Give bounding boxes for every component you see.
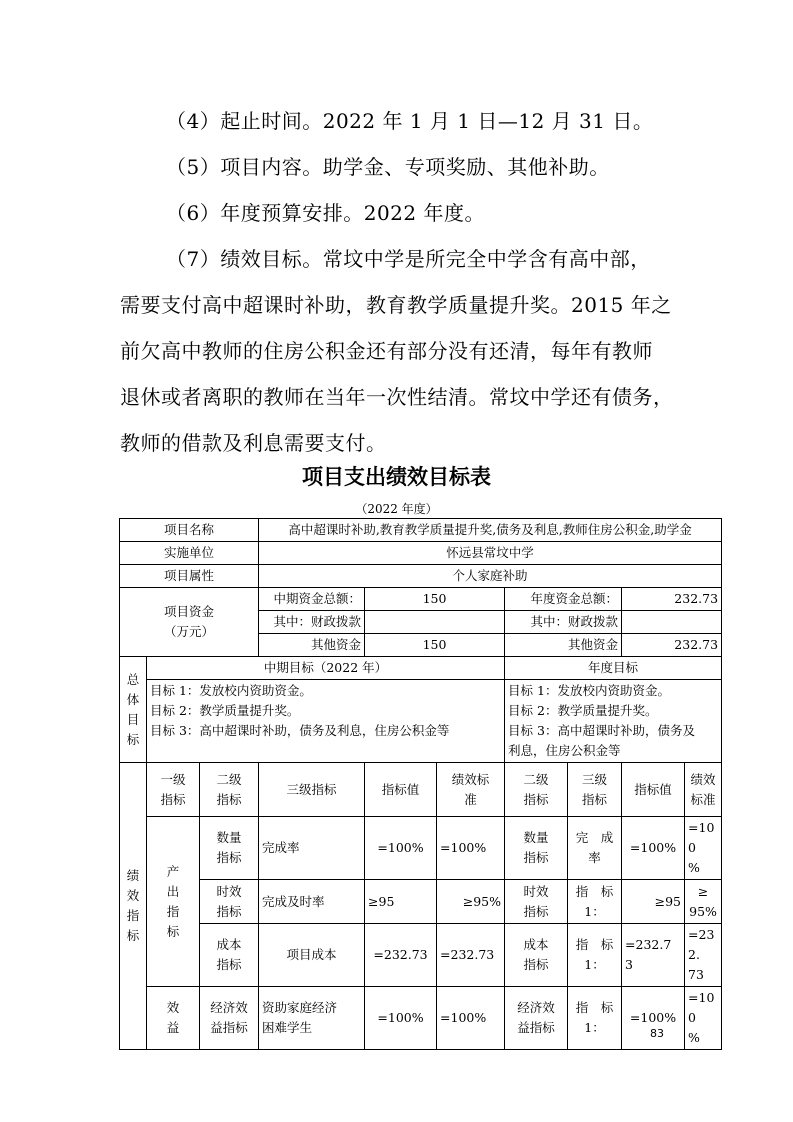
performance-target-table	[119, 518, 722, 1050]
year-level2-cell: 成本 指标	[505, 924, 568, 987]
standard-cell: =232.73	[437, 924, 505, 987]
output-indicator-label: 产 出 指 标	[147, 817, 200, 987]
paragraph-line: 需要支付高中超课时补助，教育教学质量提升奖。2015 年之	[120, 293, 672, 317]
year-level3-cell: 指 标 1：	[568, 880, 622, 924]
overall-goal-label: 总 体 目 标	[120, 657, 147, 763]
level3-cell: 项目成本	[259, 924, 365, 987]
attribute-label: 项目属性	[120, 565, 259, 588]
paragraph-line: 教师的借款及利息需要支付。	[120, 431, 387, 455]
year-level3-cell: 指 标 1：	[568, 924, 622, 987]
table-row	[120, 924, 722, 987]
year-level3-cell: 指 标 1：	[568, 987, 622, 1050]
year-total-label: 年度资金总额：	[505, 588, 622, 611]
paragraph-line: （4）起止时间。2022 年 1 月 1 日—12 月 31 日。	[166, 109, 654, 133]
mid-other-value: 150	[365, 634, 505, 657]
standard-cell: =100%	[437, 817, 505, 880]
header-standard: 绩效标 准	[437, 763, 505, 817]
year-total-value: 232.73	[622, 588, 722, 611]
year-goal-item: 目标 1：发放校内资助资金。	[508, 683, 670, 698]
year-level3-cell: 完 成 率	[568, 817, 622, 880]
year-level2-cell: 经济效 益指标	[505, 987, 568, 1050]
level2-cell: 成本 指标	[200, 924, 259, 987]
mid-goal-item: 目标 3：高中超课时补助，债务及利息，住房公积金等	[150, 723, 450, 738]
year-standard-cell: ≥ 95%	[685, 880, 722, 924]
year-goal-item: 目标 2：教学质量提升奖。	[508, 703, 658, 718]
level2-cell: 经济效 益指标	[200, 987, 259, 1050]
benefit-indicator-label: 效 益	[147, 987, 200, 1050]
unit-label: 实施单位	[120, 542, 259, 565]
table-row	[120, 817, 722, 880]
mid-total-label: 中期资金总额：	[259, 588, 365, 611]
year-standard-cell: =100 %	[685, 817, 722, 880]
paragraph-line: 退休或者离职的教师在当年一次性结清。常坟中学还有债务，	[120, 385, 674, 409]
standard-cell: =100%	[437, 987, 505, 1050]
body-paragraphs	[120, 98, 680, 466]
paragraph-line: （7）绩效目标。常坟中学是所完全中学含有高中部，	[166, 247, 651, 271]
header-level2: 二级 指标	[200, 763, 259, 817]
paragraph-line: （6）年度预算安排。2022 年度。	[166, 201, 485, 225]
year-value-cell: ≥95	[622, 880, 685, 924]
mid-goal-content	[147, 680, 505, 763]
year-other-value: 232.73	[622, 634, 722, 657]
header-value: 指标值	[365, 763, 437, 817]
mid-fiscal-label: 其中：财政拨款	[259, 611, 365, 634]
year-other-label: 其他资金	[505, 634, 622, 657]
mid-goal-item: 目标 2：教学质量提升奖。	[150, 703, 300, 718]
header-level1: 一级 指标	[147, 763, 200, 817]
value-cell: ≥95	[365, 880, 437, 924]
attribute-value: 个人家庭补助	[259, 565, 722, 588]
project-name-value: 高中超课时补助,教育教学质量提升奖,债务及利息,教师住房公积金,助学金	[259, 519, 722, 542]
year-goal-item: 目标 3：高中超课时补助，债务及	[508, 723, 695, 738]
project-name-label: 项目名称	[120, 519, 259, 542]
value-cell: =232.73	[365, 924, 437, 987]
year-standard-cell: =232. 73	[685, 924, 722, 987]
year-value-cell: =100%	[622, 817, 685, 880]
year-standard-cell: =100 %	[685, 987, 722, 1050]
mid-other-label: 其他资金	[259, 634, 365, 657]
year-goal-content	[505, 680, 722, 763]
year-goal-item: 利息，住房公积金等	[508, 743, 621, 758]
year-goal-header: 年度目标	[505, 657, 722, 680]
funds-label: 项目资金	[164, 604, 215, 619]
level2-cell: 时效 指标	[200, 880, 259, 924]
header-year-level2: 二级 指标	[505, 763, 568, 817]
table-row	[120, 880, 722, 924]
funds-label-cell	[120, 588, 259, 657]
year-level2-cell: 数量 指标	[505, 817, 568, 880]
unit-value: 怀远县常坟中学	[259, 542, 722, 565]
header-level3: 三级指标	[259, 763, 365, 817]
year-fiscal-value	[622, 611, 722, 634]
year-level2-cell: 时效 指标	[505, 880, 568, 924]
header-year-standard: 绩效 标准	[685, 763, 722, 817]
table-row	[120, 987, 722, 1050]
level3-cell: 资助家庭经济 困难学生	[259, 987, 365, 1050]
funds-unit: （万元）	[164, 624, 215, 639]
value-cell: =100%	[365, 817, 437, 880]
page-number: 83	[650, 1027, 664, 1040]
mid-fiscal-value	[365, 611, 505, 634]
mid-goal-header: 中期目标（2022 年）	[147, 657, 505, 680]
mid-total-value: 150	[365, 588, 505, 611]
header-year-level3: 三级 指标	[568, 763, 622, 817]
year-value-cell: =100%	[622, 987, 685, 1050]
mid-goal-item: 目标 1：发放校内资助资金。	[150, 683, 312, 698]
paragraph-line: 前欠高中教师的住房公积金还有部分没有还清，每年有教师	[120, 339, 653, 363]
indicators-side-label: 绩 效 指 标	[120, 763, 147, 1050]
standard-cell: ≥95%	[437, 880, 505, 924]
year-fiscal-label: 其中：财政拨款	[505, 611, 622, 634]
paragraph-line: （5）项目内容。助学金、专项奖励、其他补助。	[166, 155, 610, 179]
year-value-cell: =232.7 3	[622, 924, 685, 987]
value-cell: =100%	[365, 987, 437, 1050]
table-subtitle: （2022 年度）	[355, 502, 438, 516]
table-title: 项目支出绩效目标表	[302, 465, 491, 489]
level3-cell: 完成及时率	[259, 880, 365, 924]
level3-cell: 完成率	[259, 817, 365, 880]
header-year-value: 指标值	[622, 763, 685, 817]
level2-cell: 数量 指标	[200, 817, 259, 880]
